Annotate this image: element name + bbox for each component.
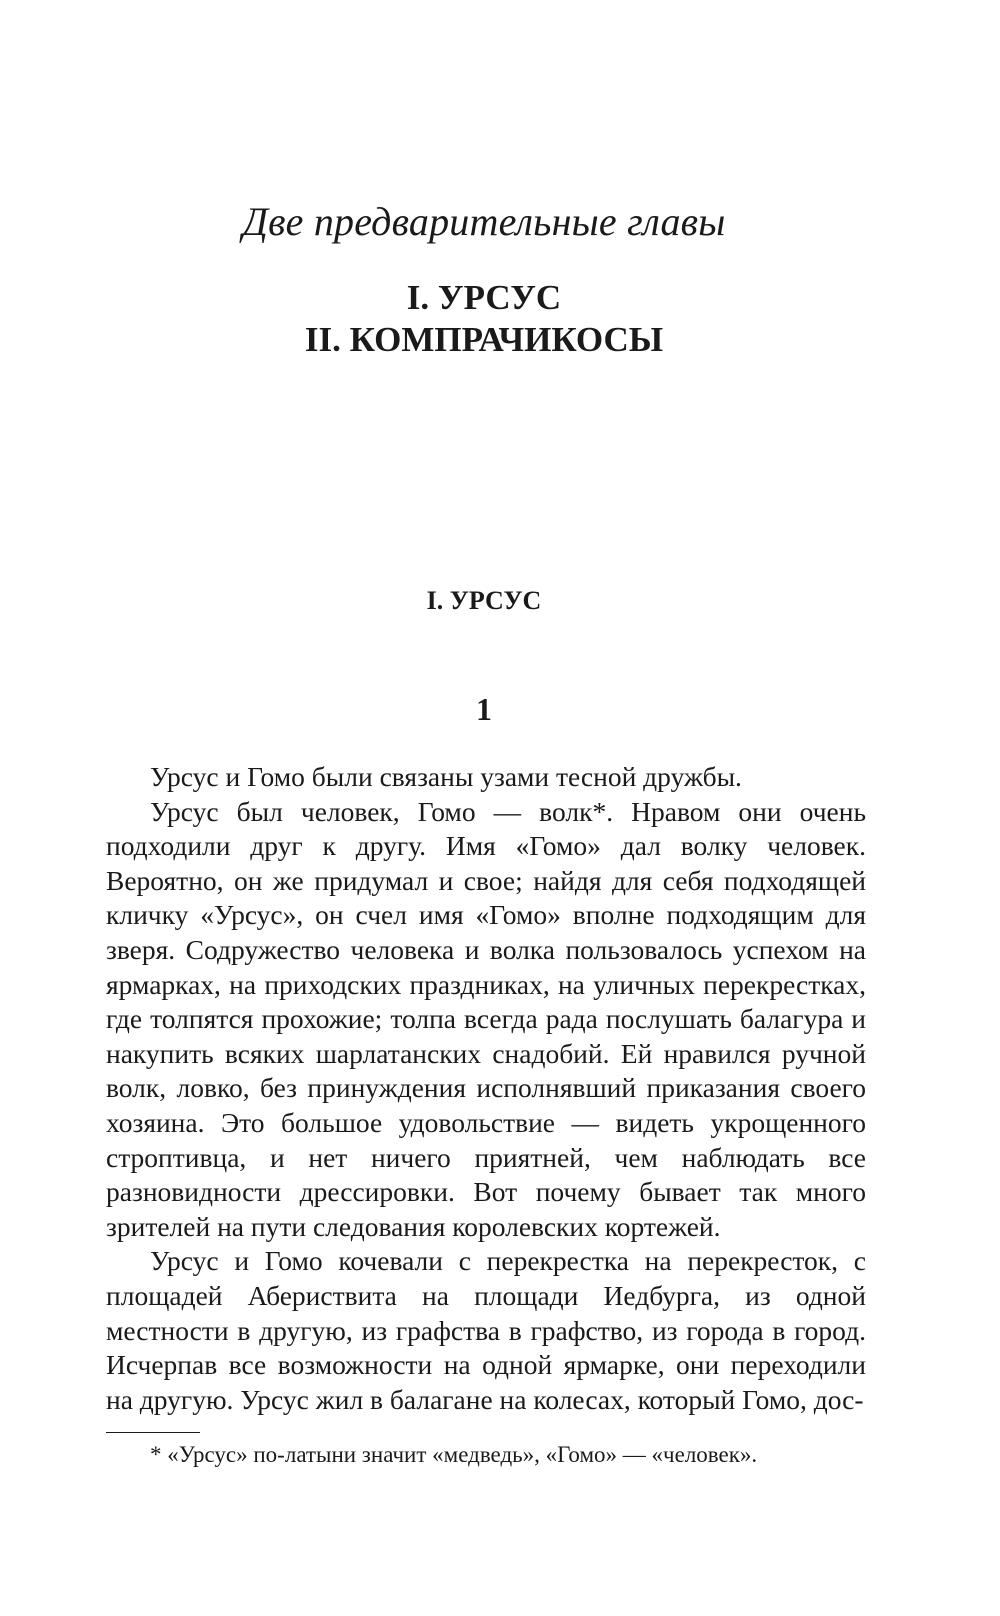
- paragraph: Урсус был человек, Гомо — волк*. Нравом они очень подходили друг к другу. Имя «Гомо» дал волку человек. Вероятно, он же придумал и свое; найдя для себя подходящей кличку «Урсус», он счел имя «Гомо» вполне подходящим для зверя. Содружество человека и волка пользовалось успехом на ярмарках, на приходских праздниках, на уличных перекрестках, где толпятся прохожие; толпа всегда рада послушать балагура и накупить всяких шарлатанских снадобий. Ей нравился ручной волк, ловко, без принуждения исполнявший приказания своего хозяина. Это большое удовольствие — видеть укрощенного строптивца, и нет ничего приятней, чем наблюдать все разновидности дрессировки. Вот почему бывает так много зрителей на пути следования королевских кортежей.: [106, 795, 866, 1242]
- section-number: 1: [476, 691, 492, 727]
- contents-item-ursus: I. УРСУС: [406, 278, 562, 317]
- paragraph: Урсус и Гомо были связаны узами тесной дружбы.: [150, 761, 742, 792]
- part-title: Две предварительные главы: [242, 199, 726, 244]
- chapter-heading: I. УРСУС: [426, 586, 542, 615]
- footnote: * «Урсус» по-латыни значит «медведь», «Гомо» — «человек».: [150, 1442, 758, 1467]
- contents-item-comprachicos: II. КОМПРАЧИКОСЫ: [304, 320, 664, 359]
- paragraph: Урсус и Гомо кочевали с перекрестка на перекресток, с площадей Абериствита на площади Иедбурга, из одной местности в другую, из графства в графство, из города в город. Исчерпав все возможности на одной ярмарке, они переходили на другую. Урсус жил в балагане на колесах, который Гомо, дос-: [106, 1245, 866, 1415]
- body-text: [106, 760, 866, 1417]
- footnote-divider: [106, 1432, 200, 1433]
